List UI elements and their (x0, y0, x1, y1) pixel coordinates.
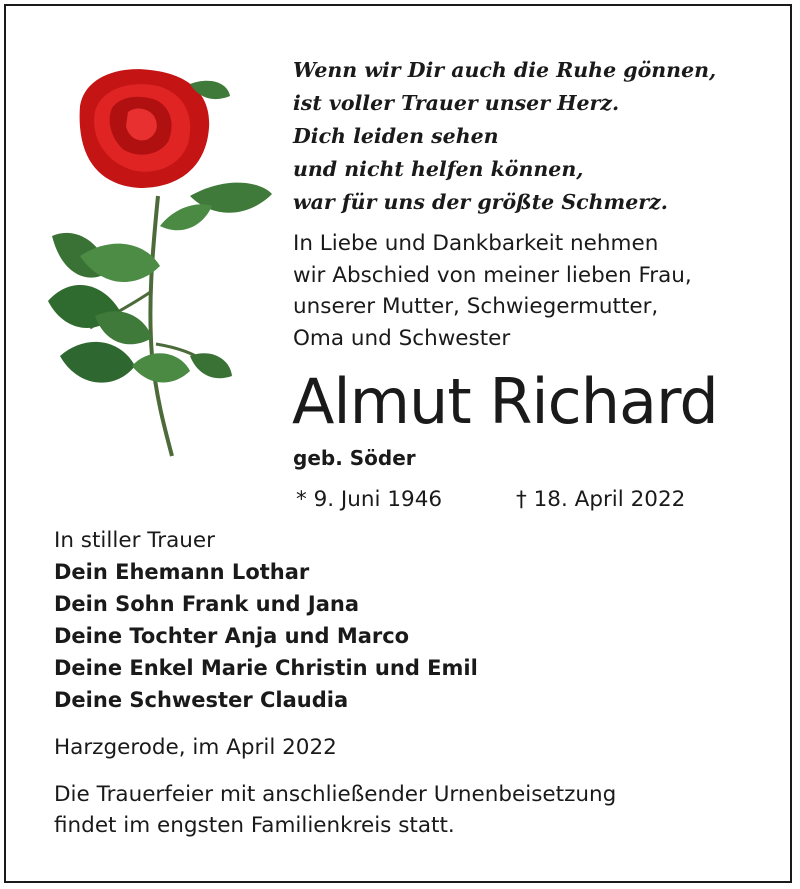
mourner-name: Deine Tochter Anja und Marco (54, 624, 410, 648)
poem-line: und nicht helfen können, (293, 157, 584, 181)
red-rose-icon (40, 66, 275, 458)
intro-text (293, 228, 692, 354)
intro-line: unserer Mutter, Schwiegermutter, (293, 294, 659, 319)
intro-line: wir Abschied von meiner lieben Frau, (293, 262, 692, 288)
intro-line: In Liebe und Dankbarkeit nehmen (293, 231, 659, 256)
poem-line: ist voller Trauer unser Herz. (293, 91, 620, 115)
mourners-list (54, 556, 478, 716)
intro-line: Oma und Schwester (293, 325, 511, 351)
mourner-name: Dein Ehemann Lothar (54, 560, 310, 584)
mourning-heading: In stiller Trauer (54, 528, 215, 553)
poem (293, 54, 716, 219)
poem-line: war für uns der größte Schmerz. (293, 190, 668, 214)
deceased-name: Almut Richard (292, 365, 718, 438)
mourner-name: Deine Enkel Marie Christin und Emil (54, 656, 478, 680)
funeral-line: findet im engsten Familienkreis statt. (54, 813, 455, 838)
mourner-name: Dein Sohn Frank und Jana (54, 592, 360, 616)
mourner-name: Deine Schwester Claudia (54, 688, 349, 712)
poem-line: Dich leiden sehen (293, 124, 499, 148)
birth-date: * 9. Juni 1946 (296, 487, 443, 512)
funeral-note (54, 779, 616, 841)
place-date: Harzgerode, im April 2022 (54, 735, 337, 760)
death-date: † 18. April 2022 (516, 487, 686, 512)
maiden-name: geb. Söder (293, 446, 416, 470)
funeral-line: Die Trauerfeier mit anschließender Urnenbeisetzung (54, 782, 617, 807)
poem-line: Wenn wir Dir auch die Ruhe gönnen, (293, 58, 717, 82)
